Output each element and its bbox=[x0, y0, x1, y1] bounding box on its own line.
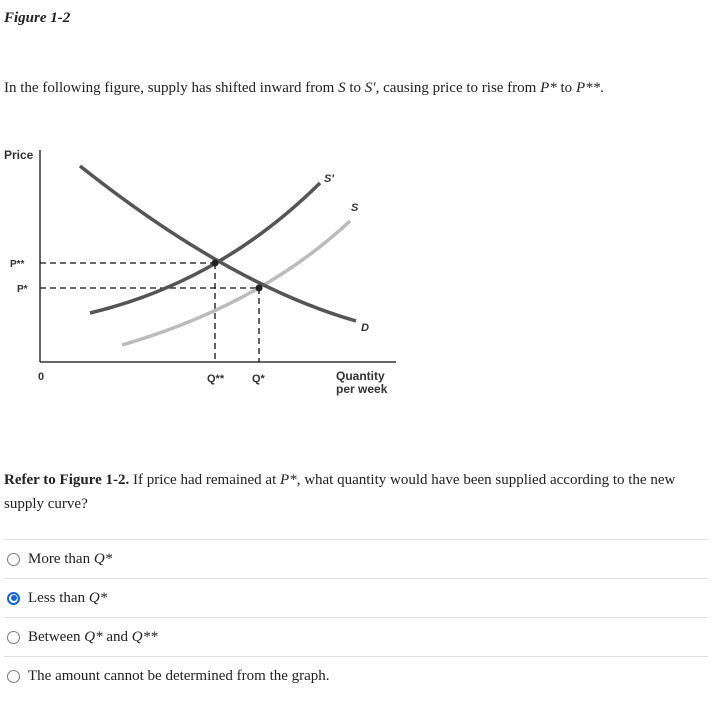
x-tick-q-star-star: Q** bbox=[207, 373, 225, 385]
option-less-than-q-star[interactable] bbox=[4, 578, 708, 617]
curve-label-s-prime: S′ bbox=[324, 173, 334, 185]
radio-button[interactable] bbox=[7, 553, 20, 566]
equilibrium-point-original bbox=[256, 285, 263, 292]
question-text: Refer to Figure 1-2. If price had remained at P*, what quantity would have been supplied according to the new supply curve? bbox=[4, 472, 676, 512]
y-axis-label: Price bbox=[4, 148, 34, 162]
equilibrium-point-new bbox=[212, 260, 219, 267]
curve-label-d: D bbox=[361, 322, 369, 334]
radio-button[interactable] bbox=[7, 670, 20, 683]
answer-options bbox=[4, 539, 708, 695]
figure-title: Figure 1-2 bbox=[4, 10, 71, 26]
x-axis-label: Quantity per week bbox=[336, 369, 388, 396]
option-more-than-q-star[interactable] bbox=[4, 539, 708, 578]
curve-label-s: S bbox=[351, 202, 359, 214]
supply-demand-graph bbox=[0, 140, 420, 410]
radio-button[interactable] bbox=[7, 631, 20, 644]
option-label: Less than Q* bbox=[28, 589, 108, 606]
origin-label: 0 bbox=[38, 371, 45, 383]
y-tick-p-star-star: P** bbox=[10, 259, 25, 270]
option-cannot-be-determined[interactable] bbox=[4, 656, 708, 695]
x-tick-q-star: Q* bbox=[252, 373, 265, 385]
option-label: More than Q* bbox=[28, 550, 113, 567]
option-label: Between Q* and Q** bbox=[28, 628, 158, 645]
radio-button[interactable] bbox=[7, 592, 20, 605]
option-label: The amount cannot be determined from the graph. bbox=[28, 667, 330, 684]
option-between-q-star-and-q-star-star[interactable] bbox=[4, 617, 708, 656]
y-tick-p-star: P* bbox=[17, 284, 28, 295]
supply-curve-s bbox=[122, 221, 350, 345]
figure-description: In the following figure, supply has shifted inward from S to S′, causing price to rise from P* to P**. bbox=[4, 80, 604, 96]
